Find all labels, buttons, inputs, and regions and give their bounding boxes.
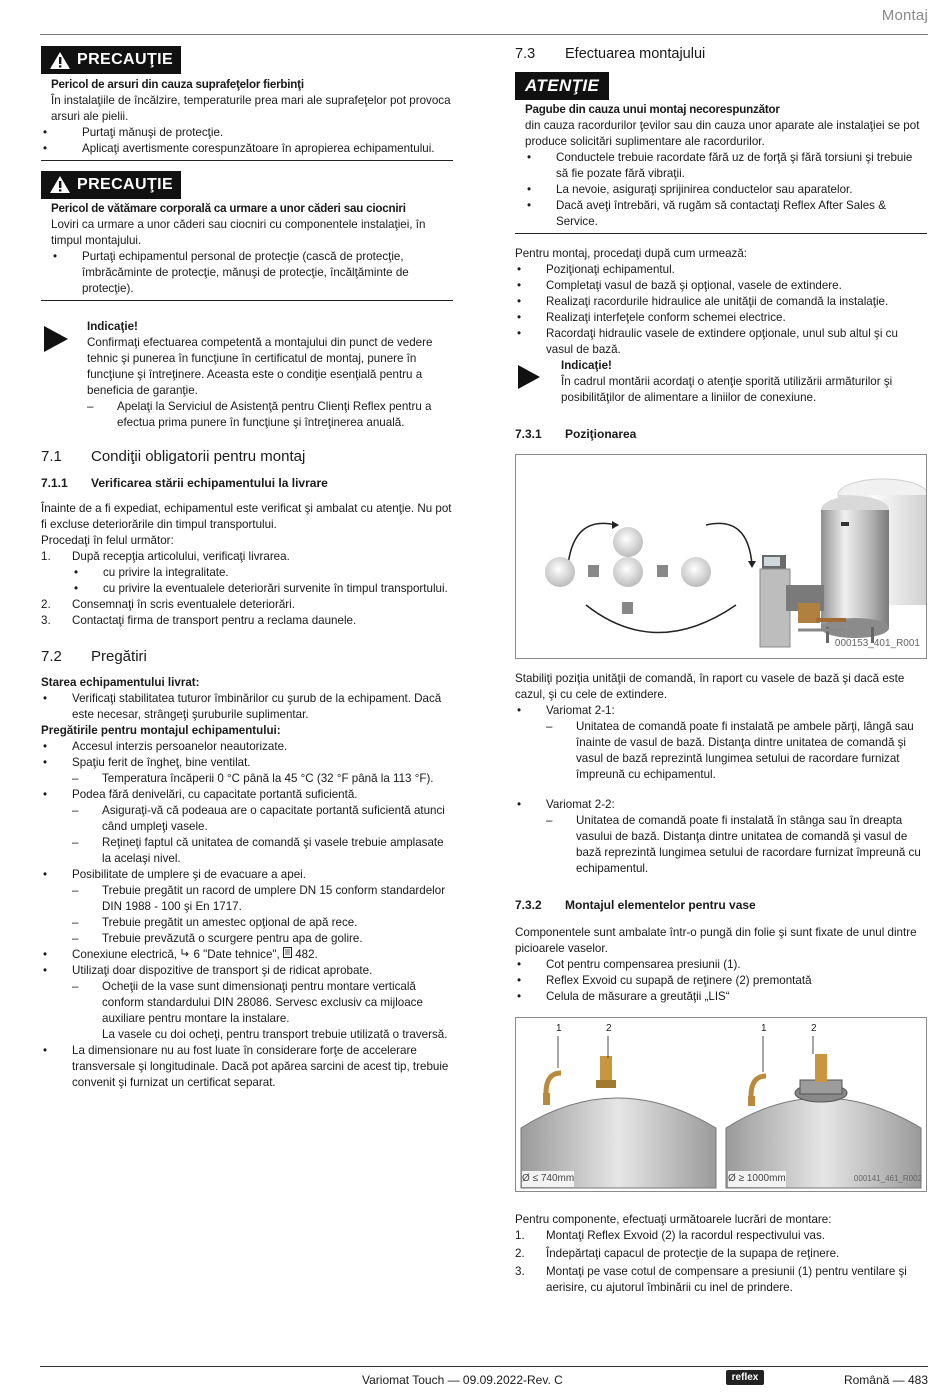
paragraph: Procedaţi în felul următor: xyxy=(41,534,174,547)
warning-badge-label: PRECAUŢIE xyxy=(77,175,174,193)
list-item xyxy=(41,597,453,613)
footer-doc: Variomat Touch — 09.09.2022-Rev. C xyxy=(362,1373,563,1387)
warning-text: Loviri ca urmare a unor căderi sau ciocniri cu componentele instalaţiei, în timpul montajului. xyxy=(51,218,426,247)
diameter-label-left: Ø ≤ 740mm xyxy=(522,1171,574,1187)
left-column xyxy=(41,46,453,1091)
subsection-heading xyxy=(515,897,927,913)
list-item: • La nevoie, asiguraţi sprijinirea conductelor sau aparatelor. xyxy=(525,182,927,198)
item-text: Podea fără denivelări, cu capacitate portantă suficientă. xyxy=(72,788,358,801)
item-text: La vasele cu doi ocheţi, pentru transport trebuie utilizată o traversă. xyxy=(102,1028,448,1041)
step-number: 1. xyxy=(41,550,51,563)
work-steps xyxy=(515,1228,927,1296)
note-text: În cadrul montării acordaţi o atenţie sporită utilizării armăturilor şi posibilităţilor de alimentare a liniilor de conexiune. xyxy=(561,375,893,404)
mount-list xyxy=(515,262,927,358)
list-item: – Temperatura încăperii 0 °C până la 45 °C (32 °F până la 113 °F). xyxy=(72,771,453,787)
section-link[interactable]: 6 "Date tehnice", xyxy=(193,948,280,961)
attention-text: din cauza racordurilor ţevilor sau din cauza unor aparate ale instalaţiei se pot produce solicitări suplimentare ale racordurilor. xyxy=(525,119,920,148)
section-number: 7.3.1 xyxy=(515,427,542,441)
section-number: 7.2 xyxy=(41,648,62,665)
vessel-components-illustration xyxy=(516,1018,926,1191)
attention-badge: ATENŢIE xyxy=(515,72,609,100)
footer-divider xyxy=(40,1366,928,1367)
right-column xyxy=(515,46,927,1296)
attention-box xyxy=(515,72,927,234)
list-item: • Purtaţi echipamentul personal de protecţie (cască de protecţie, îmbrăcăminte de protecţie, mănuşi de protecţie, încălţăminte de protecţie). xyxy=(51,249,453,297)
list-item: – Unitatea de comandă poate fi instalată în stânga sau în dreapta vasului de bază. Distanţa dintre unitatea de comandă şi vasul de bază reprezintă lungimea setului de racordare furnizat împreună cu echipamentul. xyxy=(546,813,927,877)
section-title: Poziţionarea xyxy=(565,427,637,441)
list-item: • Celula de măsurare a greutăţii „LIS“ xyxy=(515,989,927,1005)
list-item: – Asiguraţi-vă că podeaua are o capacitate portantă suficientă atunci când umpleţi vasele. xyxy=(72,803,453,835)
warning-heading: Pericol de vătămare corporală ca urmare a unor căderi sau ciocniri xyxy=(51,202,406,215)
list-item: • Realizaţi racordurile hidraulice ale unităţii de comandă la instalaţie. xyxy=(515,294,927,310)
header-title: Montaj xyxy=(881,7,928,24)
paragraph: Pentru montaj, procedaţi după cum urmează: xyxy=(515,247,747,260)
play-arrow-icon xyxy=(43,325,69,353)
section-heading xyxy=(41,649,453,665)
list-item: • cu privire la eventualele deteriorări survenite în timpul transportului. xyxy=(72,581,453,597)
list-item: • La dimensionare nu au fost luate în considerare forţe de accelerare transversale şi longitudinale. Dacă pot apărea sarcini de acest tip, trebuie convenit şi furnizat un certificat separat. xyxy=(41,1043,453,1091)
footer-page: Română — 483 xyxy=(843,1373,928,1387)
paragraph: Pentru componente, efectuaţi următoarele lucrări de montare: xyxy=(515,1213,832,1226)
section-heading xyxy=(41,449,453,465)
section-title: Montajul elementelor pentru vase xyxy=(565,898,756,912)
page-link[interactable]: 482. xyxy=(295,948,318,961)
warning-badge xyxy=(41,46,181,74)
warning-triangle-icon xyxy=(49,51,71,70)
list-item: – Trebuie pregătit un racord de umplere DN 15 conform standardelor DIN 1988 - 100 şi En 1717. xyxy=(72,883,453,915)
step-text: Montaţi Reflex Exvoid (2) la racordul respectivului vas. xyxy=(546,1229,826,1242)
diameter-label-right: Ø ≥ 1000mm xyxy=(728,1171,786,1187)
figure-id: 000141_461_R002 xyxy=(853,1174,922,1183)
step-text: După recepţia articolului, verificaţi livrarea. xyxy=(72,550,290,563)
section-number: 7.1 xyxy=(41,448,62,465)
list-item: • Aplicaţi avertismente corespunzătoare în apropierea echipamentului. xyxy=(41,141,453,157)
list-item: – Apelaţi la Serviciul de Asistenţă pentru Clienţi Reflex pentru a efectua prima punere în funcţiune şi întreţinerea anuală. xyxy=(87,399,453,431)
section-number: 7.1.1 xyxy=(41,476,68,490)
item-text: Ocheţii de la vase sunt dimensionaţi pentru montare verticală conform standardului DIN 28086. Servesc exclusiv ca mijloace auxiliare pentru montare la instalare. xyxy=(102,980,423,1025)
list-item: • Conductele trebuie racordate fără uz de forţă şi fără torsiuni şi trebuie să fie pozate fără vibraţii. xyxy=(525,150,927,182)
list-item: – Unitatea de comandă poate fi instalată pe ambele părţi, lângă sau înainte de vasul de bază. Distanţa dintre unitatea de comandă şi vasul de bază reprezintă lungimea setului de racordare furnizat împreună cu echipamentul. xyxy=(546,719,927,783)
cross-reference-arrow-icon xyxy=(180,948,190,958)
list-item: • Accesul interzis persoanelor neautorizate. xyxy=(41,739,453,755)
list-item: • Purtaţi mănuşi de protecţie. xyxy=(41,125,453,141)
list-item: • Dacă aveţi întrebări, vă rugăm să contactaţi Reflex After Sales & Service. xyxy=(525,198,927,230)
list-item: • Reflex Exvoid cu supapă de reţinere (2) premontată xyxy=(515,973,927,989)
section-title: Condiţii obligatorii pentru montaj xyxy=(91,448,306,465)
step-number: 2. xyxy=(515,1247,525,1260)
step-number: 3. xyxy=(515,1265,525,1278)
note-text: Confirmaţi efectuarea competentă a montajului din punct de vedere tehnic şi punerea în funcţiune în certificatul de montaj, punere în funcţiune şi întreţinere. Aceasta este o condiţie esenţială pentru a beneficia de garanţie. xyxy=(87,336,433,397)
step-text: Îndepărtaţi capacul de protecţie de la supapa de reţinere. xyxy=(546,1247,840,1260)
preparation-list xyxy=(41,739,453,1091)
step-number: 1. xyxy=(515,1229,525,1242)
positioning-figure xyxy=(515,454,927,659)
section-title: Pregătiri xyxy=(91,648,147,665)
callout-2-right: 2 xyxy=(811,1023,817,1034)
subsection-heading xyxy=(515,426,927,442)
list-item xyxy=(72,979,453,1043)
item-text: Variomat 2-2: xyxy=(546,798,615,811)
header-divider xyxy=(40,34,928,35)
item-text: Posibilitate de umplere şi de evacuare a apei. xyxy=(72,868,306,881)
steps-list xyxy=(41,549,453,629)
note-title: Indicaţie! xyxy=(561,359,612,372)
subsection-heading xyxy=(41,475,453,491)
list-item xyxy=(515,797,927,877)
section-number: 7.3 xyxy=(515,46,536,62)
item-text: Spaţiu ferit de îngheţ, bine ventilat. xyxy=(72,756,251,769)
list-item: • Cot pentru compensarea presiunii (1). xyxy=(515,957,927,973)
paragraph-heading: Starea echipamentului livrat: xyxy=(41,676,200,689)
item-text: Variomat 2-1: xyxy=(546,704,615,717)
list-item: – Reţineţi faptul că unitatea de comandă şi vasele trebuie amplasate la acelaşi nivel. xyxy=(72,835,453,867)
list-item xyxy=(515,1264,927,1296)
paragraph: Stabiliţi poziţia unităţii de comandă, în raport cu vasele de bază şi dacă este cazul, şi cu cele de extindere. xyxy=(515,672,905,701)
note-box xyxy=(515,358,927,406)
step-text: Contactaţi firma de transport pentru a reclama daunele. xyxy=(72,614,357,627)
list-item xyxy=(41,787,453,867)
reflex-logo: reflex xyxy=(726,1370,764,1385)
list-item: • Realizaţi interfeţele conform schemei electrice. xyxy=(515,310,927,326)
list-item xyxy=(515,703,927,783)
warning-burns xyxy=(41,46,453,161)
callout-1-right: 1 xyxy=(761,1023,767,1034)
note-box xyxy=(41,319,453,431)
warning-heading: Pericol de arsuri din cauza suprafeţelor fierbinţi xyxy=(51,77,304,91)
list-item xyxy=(41,867,453,947)
list-item xyxy=(41,549,453,597)
section-title: Verificarea stării echipamentului la livrare xyxy=(91,476,328,490)
warning-text: În instalaţiile de încălzire, temperaturile prea mari ale suprafeţelor pot provoca arsuri ale pielii. xyxy=(51,93,451,123)
page-reference-icon xyxy=(283,947,292,958)
list-item xyxy=(41,613,453,629)
callout-2-left: 2 xyxy=(606,1023,612,1034)
components-list xyxy=(515,957,927,1005)
section-number: 7.3.2 xyxy=(515,898,542,912)
item-text: Utilizaţi doar dispozitive de transport şi de ridicat aprobate. xyxy=(72,964,373,977)
list-item: – Trebuie prevăzută o scurgere pentru apa de golire. xyxy=(72,931,453,947)
variant-list xyxy=(515,703,927,877)
list-item xyxy=(41,947,453,963)
list-item: • Racordaţi hidraulic vasele de extindere opţionale, unul sub altul şi cu vasul de bază. xyxy=(515,326,927,358)
play-arrow-icon xyxy=(517,364,541,390)
warning-badge xyxy=(41,171,181,199)
list-item xyxy=(515,1246,927,1262)
list-item xyxy=(41,755,453,787)
section-heading xyxy=(515,46,927,62)
paragraph: Componentele sunt ambalate într-o pungă din folie şi sunt fixate de unul dintre picioarele vaselor. xyxy=(515,926,917,955)
note-title: Indicaţie! xyxy=(87,320,138,333)
callout-1-left: 1 xyxy=(556,1023,562,1034)
step-text: Montaţi pe vase cotul de compensare a presiunii (1) pentru ventilare şi aerisire, cu ajutorul îmbinării cu inel de prindere. xyxy=(546,1265,907,1294)
list-item: • Completaţi vasul de bază şi opţional, vasele de extindere. xyxy=(515,278,927,294)
list-item: • Poziţionaţi echipamentul. xyxy=(515,262,927,278)
positioning-illustration xyxy=(516,455,926,658)
vessel-components-figure xyxy=(515,1017,927,1192)
step-number: 2. xyxy=(41,598,51,611)
list-item xyxy=(515,1228,927,1244)
list-item: • cu privire la integralitate. xyxy=(72,565,453,581)
list-item: • Verificaţi stabilitatea tuturor îmbinărilor cu şurub de la echipament. Dacă este necesar, strângeţi şuruburile suplimentar. xyxy=(41,691,453,723)
step-text: Consemnaţi în scris eventualele deteriorări. xyxy=(72,598,295,611)
step-number: 3. xyxy=(41,614,51,627)
warning-falls xyxy=(41,171,453,302)
warning-badge-label: PRECAUŢIE xyxy=(77,51,174,68)
list-item: – Trebuie pregătit un amestec opţional de apă rece. xyxy=(72,915,453,931)
paragraph: Înainte de a fi expediat, echipamentul este verificat şi ambalat cu atenţie. Nu pot fi excluse deteriorările din timpul transportului. xyxy=(41,502,452,531)
warning-triangle-icon xyxy=(49,175,71,194)
figure-id: 000153_401_R001 xyxy=(834,638,920,649)
list-item xyxy=(41,963,453,1043)
item-text: Conexiune electrică, xyxy=(72,948,178,961)
section-title: Efectuarea montajului xyxy=(565,46,706,62)
paragraph-heading: Pregătirile pentru montajul echipamentului: xyxy=(41,724,281,737)
attention-heading: Pagube din cauza unui montaj necorespunzător xyxy=(525,103,780,116)
